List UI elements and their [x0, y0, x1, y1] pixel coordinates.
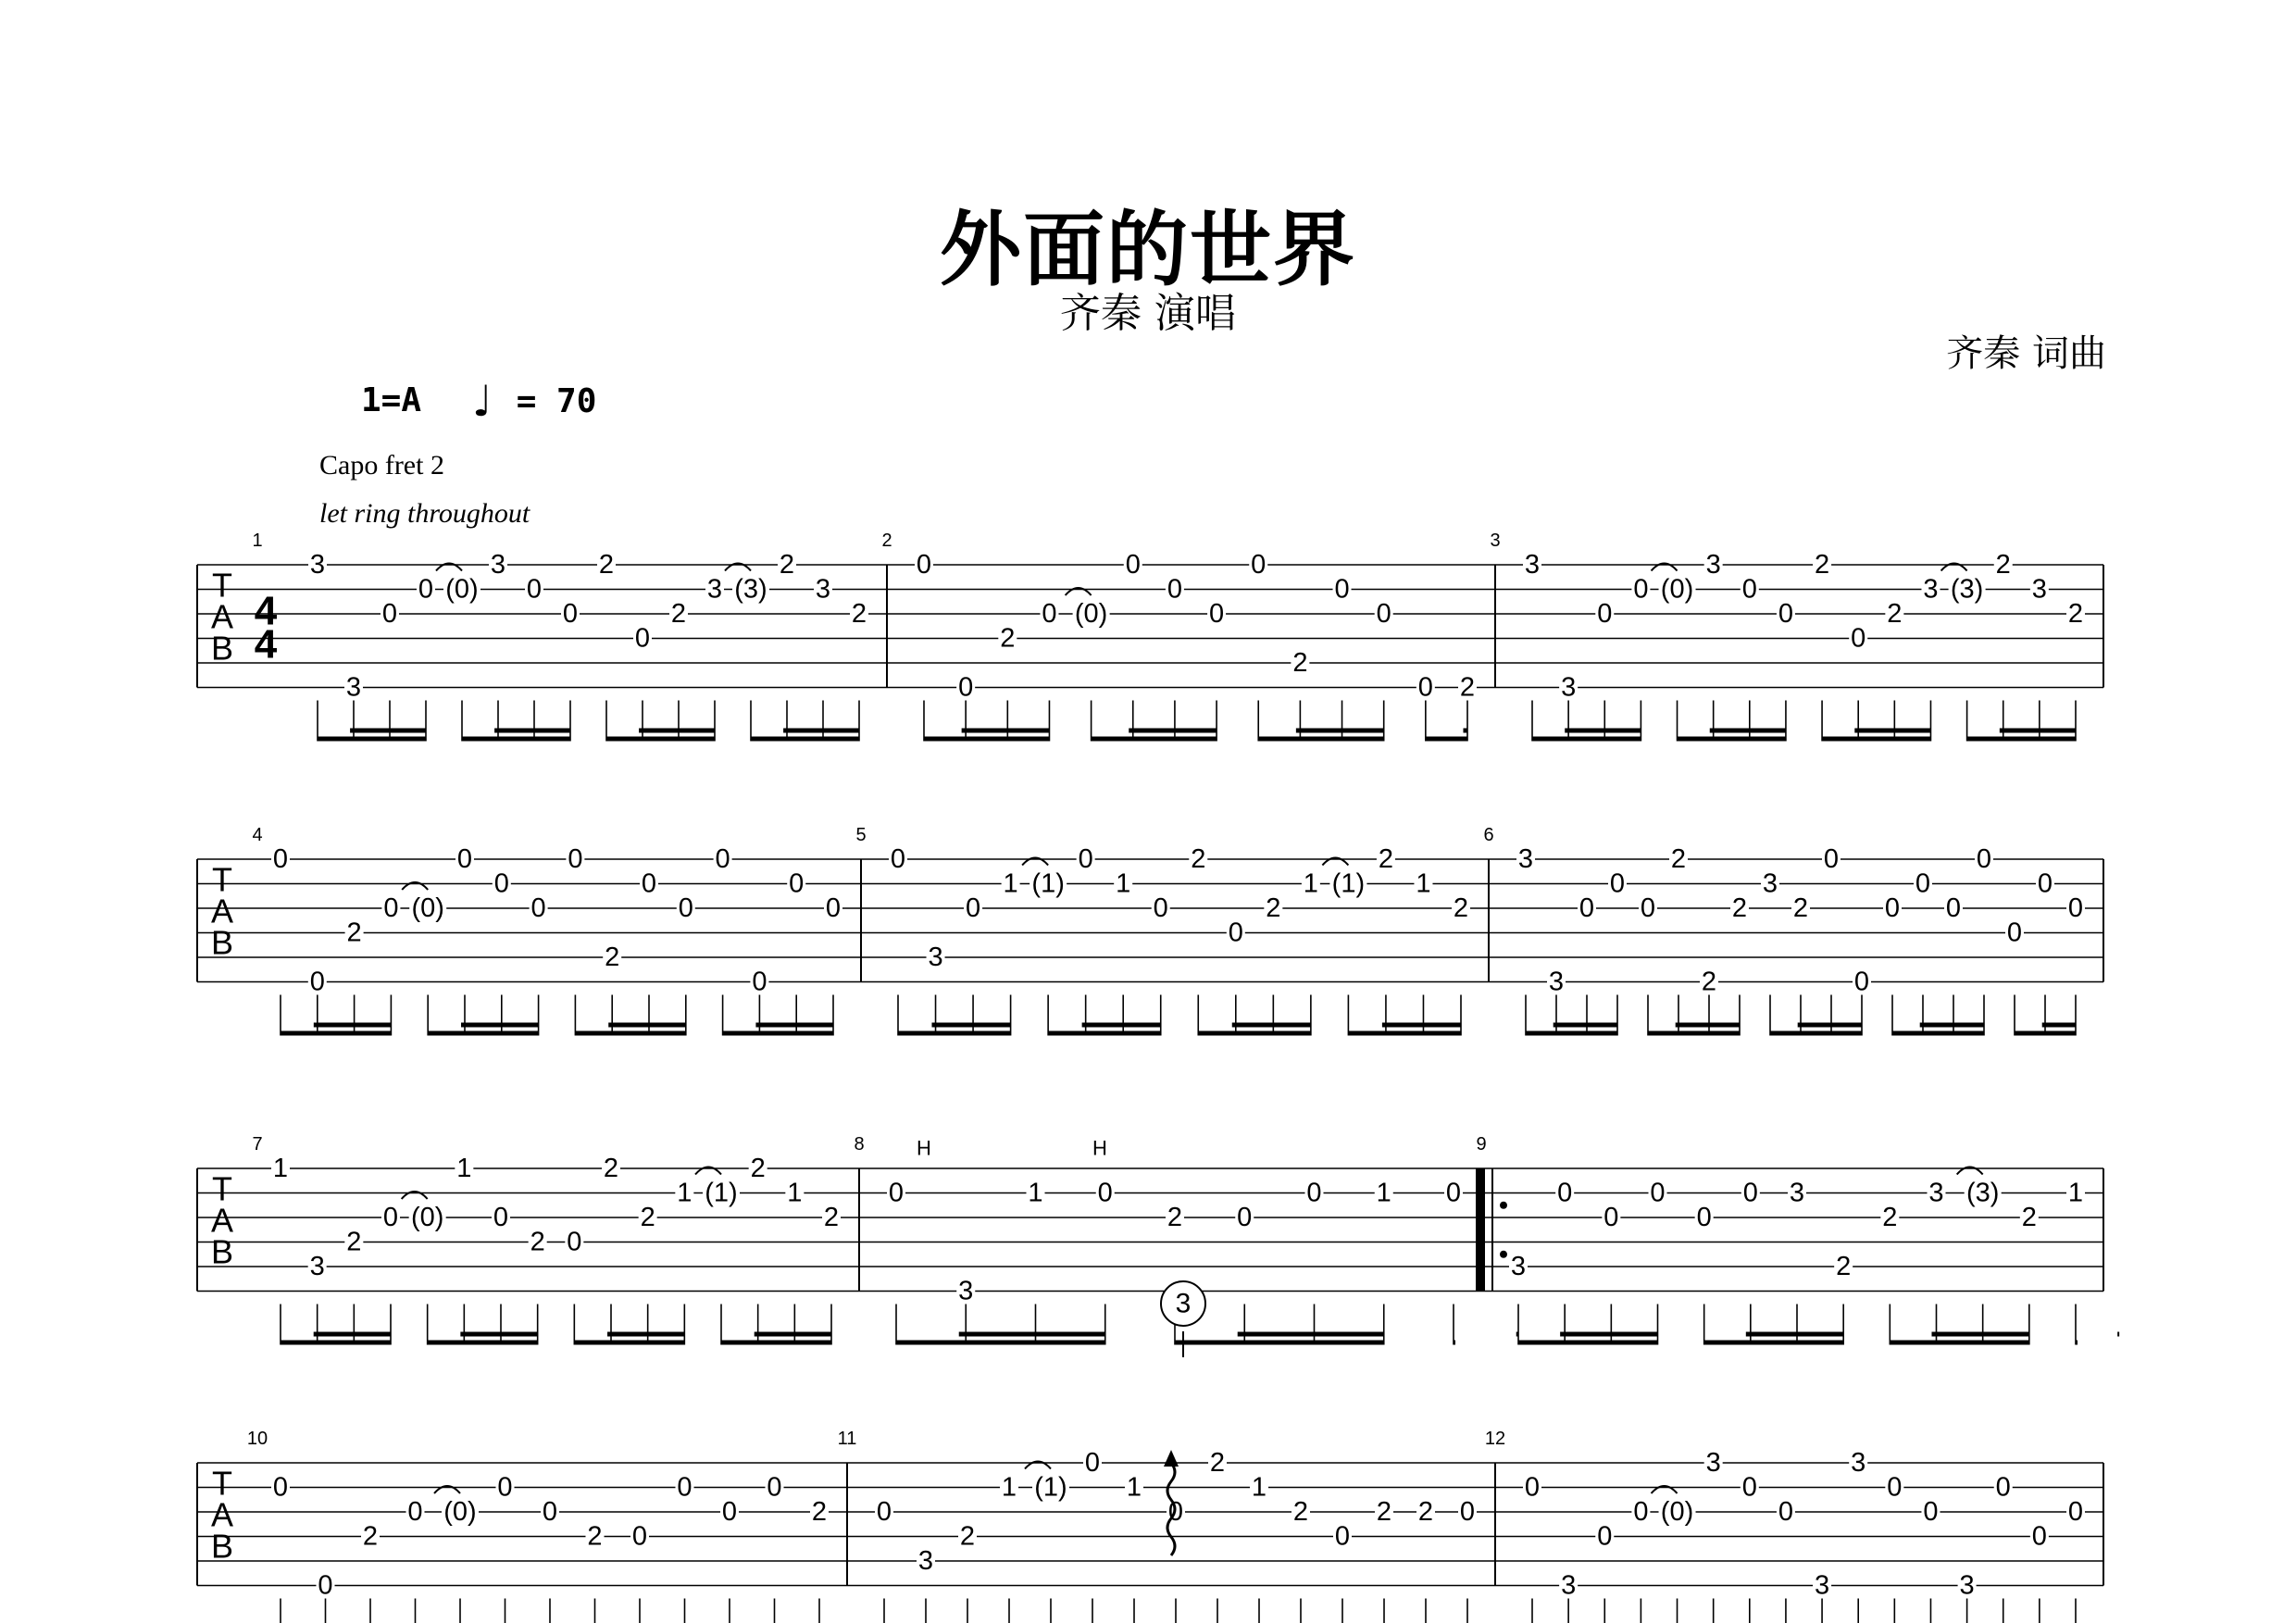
fret-number: 0 — [1884, 893, 1901, 923]
fret-number: 1 — [1003, 868, 1018, 899]
fret-number: (0) — [443, 1497, 477, 1527]
fret-number: 0 — [916, 550, 932, 580]
fret-number: 3 — [1959, 1570, 1975, 1601]
fret-number: 2 — [1000, 623, 1016, 654]
beam-eighth — [1892, 1031, 1984, 1036]
fret-number: 0 — [1640, 893, 1656, 923]
fret-number: 0 — [1334, 1521, 1351, 1552]
fret-number: 0 — [1334, 574, 1350, 605]
capo-instruction: Capo fret 2 — [319, 450, 444, 481]
fret-number: 2 — [346, 918, 362, 948]
fret-number: 0 — [1557, 1178, 1573, 1208]
fret-number: 0 — [497, 1472, 513, 1503]
fret-number: 3 — [928, 943, 943, 972]
fret-number: 2 — [1887, 599, 1903, 629]
beam-sixteenth — [1560, 1332, 1657, 1337]
beam-sixteenth — [1710, 729, 1786, 733]
beam-sixteenth — [494, 729, 570, 733]
fret-number: 0 — [677, 1472, 693, 1503]
fret-number: 0 — [1851, 623, 1866, 654]
measure-number: 5 — [855, 825, 867, 845]
fret-number: 0 — [2031, 1521, 2047, 1552]
fret-number: 3 — [1548, 967, 1565, 997]
beam-sixteenth — [314, 1332, 391, 1337]
fret-number: 0 — [1742, 1178, 1758, 1208]
fret-number: 2 — [1167, 1203, 1183, 1232]
fret-number: 2 — [640, 1203, 655, 1232]
tab-clef-letter: A — [210, 1201, 234, 1240]
fret-number: 0 — [715, 844, 730, 874]
fret-number: 0 — [789, 868, 805, 899]
fret-number: 0 — [1167, 574, 1182, 605]
beam-sixteenth — [2042, 1023, 2076, 1028]
fret-number: 0 — [1209, 599, 1225, 629]
fret-number: 2 — [530, 1227, 545, 1257]
fret-number: 0 — [1459, 1497, 1476, 1527]
fret-number: 0 — [526, 574, 543, 605]
fret-number: (3) — [734, 574, 767, 605]
tab-clef-letter: T — [212, 1169, 232, 1208]
fret-number: 0 — [382, 1203, 399, 1232]
fret-number: 3 — [1705, 1448, 1721, 1478]
beam-sixteenth — [607, 1332, 684, 1337]
fret-number: 0 — [1376, 599, 1391, 629]
fret-number: 0 — [631, 1521, 648, 1552]
fret-number: 0 — [381, 599, 398, 629]
fret-number: 2 — [605, 943, 620, 972]
fret-number: 2 — [1792, 893, 1809, 923]
fret-number: 0 — [1097, 1178, 1113, 1208]
beam-sixteenth — [1554, 1023, 1617, 1028]
fret-number: 0 — [1125, 550, 1141, 580]
fret-number: 0 — [1633, 574, 1649, 605]
beam-eighth — [1518, 1341, 1658, 1345]
fret-number: 2 — [1814, 550, 1830, 580]
measure-number: 6 — [1483, 825, 1494, 845]
beam-sixteenth — [639, 729, 715, 733]
fret-number: 3 — [309, 550, 326, 580]
fret-number: 2 — [670, 599, 687, 629]
fret-number: 0 — [1923, 1497, 1939, 1527]
fret-number: 0 — [1042, 599, 1057, 629]
fret-number: 3 — [1561, 1570, 1577, 1601]
beam-eighth — [1175, 1341, 1384, 1345]
fret-number: 2 — [1731, 893, 1748, 923]
beam-sixteenth — [350, 729, 426, 733]
fret-number: 0 — [567, 1227, 582, 1257]
fret-number: 3 — [1789, 1178, 1805, 1208]
fret-number: 0 — [825, 893, 842, 923]
fret-number: 2 — [750, 1154, 766, 1183]
fret-number: (0) — [1660, 1497, 1694, 1527]
fret-number: 2 — [851, 599, 867, 629]
beam-sixteenth — [1082, 1023, 1161, 1028]
fret-number: 2 — [2067, 599, 2084, 629]
key-signature: 1=A — [361, 381, 422, 419]
fret-number: 1 — [1116, 868, 1131, 899]
beam-eighth — [462, 737, 570, 742]
fret-number: 3 — [345, 672, 362, 703]
beam-eighth — [924, 737, 1049, 742]
fret-number: 2 — [1266, 893, 1281, 923]
fret-number: 0 — [530, 893, 546, 923]
beam-eighth — [428, 1341, 538, 1345]
beam-eighth — [1678, 737, 1786, 742]
fret-number: (3) — [1950, 574, 1984, 605]
fret-number: 2 — [1378, 844, 1394, 874]
fret-number: 0 — [876, 1497, 892, 1527]
measure-number: 1 — [252, 531, 263, 551]
beam-sixteenth — [1232, 1023, 1311, 1028]
fret-number: 0 — [890, 844, 906, 874]
fret-number: 2 — [1459, 672, 1476, 703]
fret-number: 2 — [603, 1154, 619, 1183]
fret-number: 0 — [1597, 599, 1613, 629]
fret-number: 0 — [1084, 1448, 1101, 1478]
fret-number: 0 — [2006, 918, 2023, 948]
let-ring-instruction: let ring throughout — [319, 498, 530, 529]
fret-number: 3 — [706, 574, 723, 605]
beam-eighth — [2076, 1341, 2078, 1345]
beam-eighth — [1648, 1031, 1740, 1036]
fret-number: 0 — [1237, 1203, 1253, 1232]
measure-number: 10 — [246, 1429, 268, 1449]
fret-number: 0 — [641, 868, 657, 899]
beam-eighth — [1198, 1031, 1311, 1036]
fret-number: 1 — [1416, 868, 1431, 899]
fret-number: 0 — [309, 967, 325, 997]
beam-eighth — [1704, 1341, 1844, 1345]
fret-number: 2 — [1209, 1448, 1226, 1478]
fret-number: 3 — [1524, 550, 1541, 580]
fret-number: 0 — [721, 1497, 738, 1527]
hammer-on-label: H — [917, 1136, 931, 1160]
beam-eighth — [1532, 737, 1641, 742]
beam-sixteenth — [931, 1023, 1010, 1028]
tab-clef-letter: A — [210, 597, 234, 636]
beam-sixteenth — [2117, 1332, 2119, 1337]
string-circle-number: 3 — [1175, 1288, 1192, 1319]
beam-eighth — [1258, 737, 1383, 742]
fret-number: 1 — [456, 1154, 472, 1183]
tab-clef-letter: A — [210, 892, 234, 930]
tab-clef-letter: B — [210, 1232, 234, 1271]
beam-eighth — [1048, 1031, 1161, 1036]
measure-number: 9 — [1476, 1134, 1487, 1155]
fret-number: 0 — [965, 893, 981, 923]
fret-number: 0 — [1995, 1472, 2011, 1503]
fret-number: 0 — [568, 844, 583, 874]
fret-number: 0 — [318, 1570, 333, 1601]
fret-number: 2 — [1376, 1497, 1392, 1527]
tab-clef-letter: B — [210, 1527, 234, 1566]
beam-sixteenth — [959, 1332, 1105, 1337]
fret-number: 0 — [407, 1497, 423, 1527]
fret-number: 0 — [1609, 868, 1626, 899]
beam-sixteenth — [1854, 729, 1930, 733]
fret-number: 0 — [1741, 574, 1757, 605]
fret-number: 2 — [1995, 550, 2011, 580]
fret-number: 0 — [493, 868, 509, 899]
fret-number: 3 — [2031, 574, 2047, 605]
fret-number: 0 — [1778, 1497, 1794, 1527]
fret-number: (1) — [1034, 1472, 1067, 1503]
singer-credit: 齐秦 演唱 — [1060, 290, 1236, 337]
fret-number: 0 — [1251, 550, 1267, 580]
fret-number: (0) — [410, 1203, 444, 1232]
measure-number: 3 — [1490, 531, 1501, 551]
fret-number: 0 — [1228, 918, 1243, 948]
fret-number: 0 — [752, 967, 767, 997]
fret-number: 0 — [1650, 1178, 1666, 1208]
beam-sixteenth — [1676, 1023, 1740, 1028]
beam-sixteenth — [755, 1023, 833, 1028]
fret-number: 2 — [1701, 967, 1717, 997]
time-signature-top: 4 — [254, 588, 278, 634]
fret-number: (0) — [411, 893, 444, 923]
fret-number: 0 — [1976, 844, 1992, 874]
fret-number: 1 — [1001, 1472, 1017, 1503]
fret-number: 2 — [362, 1521, 379, 1552]
beam-eighth — [2015, 1031, 2076, 1036]
fret-number: 3 — [815, 574, 831, 605]
fret-number: 1 — [787, 1178, 803, 1208]
fret-number: 2 — [587, 1521, 603, 1552]
fret-number: 2 — [1670, 844, 1687, 874]
fret-number: 3 — [1762, 868, 1778, 899]
fret-number: 0 — [2067, 1497, 2084, 1527]
fret-number: 0 — [767, 1472, 782, 1503]
beam-sixteenth — [1565, 729, 1641, 733]
beam-eighth — [1770, 1031, 1862, 1036]
fret-number: 0 — [888, 1178, 905, 1208]
fret-number: 0 — [1167, 1497, 1184, 1527]
beam-eighth — [606, 737, 715, 742]
beam-sixteenth — [1746, 1332, 1843, 1337]
fret-number: 0 — [1741, 1472, 1757, 1503]
fret-number: 0 — [1696, 1203, 1712, 1232]
beam-eighth — [896, 1341, 1105, 1345]
fret-number: 2 — [823, 1203, 840, 1232]
fret-number: 0 — [1915, 868, 1931, 899]
fret-number: 3 — [917, 1546, 934, 1576]
fret-number: 0 — [1578, 893, 1595, 923]
fret-number: 0 — [1078, 844, 1093, 874]
beam-eighth — [1822, 737, 1930, 742]
fret-number: 1 — [1376, 1178, 1391, 1208]
fret-number: 0 — [2037, 868, 2053, 899]
fret-number: 0 — [1853, 967, 1870, 997]
beam-sixteenth — [1798, 1023, 1862, 1028]
repeat-dot — [1500, 1251, 1507, 1258]
fret-number: 2 — [1191, 844, 1206, 874]
fret-number: 0 — [272, 1472, 289, 1503]
song-title: 外面的世界 — [939, 202, 1356, 297]
arpeggio-arrowhead — [1164, 1450, 1179, 1467]
beam-sixteenth — [1238, 1332, 1384, 1337]
beam-eighth — [428, 1031, 538, 1036]
fret-number: 3 — [1851, 1448, 1866, 1478]
beam-sixteenth — [1920, 1023, 1984, 1028]
fret-number: 0 — [1445, 1178, 1462, 1208]
fret-number: 2 — [1292, 1497, 1309, 1527]
beam-sixteenth — [314, 1023, 392, 1028]
beam-sixteenth — [460, 1332, 537, 1337]
fret-number: 1 — [272, 1154, 289, 1183]
fret-number: 2 — [1292, 648, 1308, 678]
fret-number: 2 — [346, 1227, 362, 1257]
fret-number: 0 — [1945, 893, 1962, 923]
fret-number: 1 — [1303, 868, 1318, 899]
beam-eighth — [575, 1031, 685, 1036]
fret-number: 1 — [2067, 1178, 2084, 1208]
beam-eighth — [1967, 737, 2076, 742]
beam-sixteenth — [1931, 1332, 2028, 1337]
fret-number: (1) — [1031, 868, 1065, 899]
fret-number: 0 — [456, 844, 473, 874]
fret-number: 0 — [493, 1203, 509, 1232]
repeat-dot — [1500, 1202, 1507, 1209]
fret-number: 0 — [634, 623, 651, 654]
fret-number: 0 — [1778, 599, 1794, 629]
fret-number: 3 — [1814, 1570, 1830, 1601]
beam-eighth — [723, 1031, 833, 1036]
fret-number: 0 — [542, 1497, 558, 1527]
beam-eighth — [318, 737, 426, 742]
fret-number: 2 — [2021, 1203, 2037, 1232]
beam-eighth — [751, 737, 859, 742]
fret-number: 0 — [1417, 672, 1433, 703]
tab-clef-letter: T — [212, 566, 232, 605]
beam-eighth — [898, 1031, 1011, 1036]
fret-number: 3 — [1923, 574, 1939, 605]
measure-number: 12 — [1484, 1429, 1506, 1449]
beam-sixteenth — [1382, 1023, 1461, 1028]
tab-clef-letter: T — [212, 1464, 232, 1503]
fret-number: 3 — [309, 1252, 325, 1281]
fret-number: 0 — [1524, 1472, 1541, 1503]
measure-number: 11 — [837, 1429, 857, 1449]
fret-number: 0 — [958, 672, 974, 703]
fret-number: 2 — [598, 550, 615, 580]
measure-number: 2 — [881, 531, 892, 551]
fret-number: 0 — [1306, 1178, 1322, 1208]
beam-sixteenth — [2000, 729, 2076, 733]
measure-number: 4 — [252, 825, 263, 845]
beam-eighth — [1890, 1341, 2029, 1345]
fret-number: 0 — [418, 574, 434, 605]
fret-number: 2 — [1417, 1497, 1434, 1527]
quarter-note-icon: ♩ — [472, 376, 493, 426]
fret-number: 2 — [779, 550, 795, 580]
fret-number: 0 — [383, 893, 399, 923]
fret-number: 2 — [959, 1521, 976, 1552]
fret-number: 0 — [678, 893, 693, 923]
beam-sixteenth — [461, 1023, 539, 1028]
fret-number: 3 — [1561, 672, 1577, 703]
beam-sixteenth — [608, 1023, 686, 1028]
fret-number: 2 — [1836, 1252, 1852, 1281]
fret-number: 3 — [1517, 844, 1534, 874]
fret-number: 0 — [1153, 893, 1168, 923]
tempo-value: = 70 — [516, 381, 597, 420]
tab-clef-letter: B — [210, 629, 234, 668]
beam-sixteenth — [783, 729, 859, 733]
fret-number: 2 — [1882, 1203, 1898, 1232]
beam-eighth — [1348, 1031, 1461, 1036]
fret-number: (0) — [1660, 574, 1694, 605]
fret-number: 1 — [1126, 1472, 1142, 1503]
fret-number: 0 — [1887, 1472, 1903, 1503]
beam-sixteenth — [1463, 729, 1467, 733]
fret-number: 0 — [2067, 893, 2084, 923]
repeat-start-barline — [1476, 1168, 1485, 1292]
beam-sixteenth — [962, 729, 1050, 733]
beam-eighth — [1092, 737, 1217, 742]
fret-number: (1) — [1331, 868, 1366, 899]
fret-number: 2 — [1453, 893, 1469, 923]
fret-number: (0) — [445, 574, 479, 605]
beam-eighth — [281, 1031, 391, 1036]
fret-number: 3 — [490, 550, 506, 580]
beam-eighth — [1526, 1031, 1617, 1036]
beam-eighth — [1426, 737, 1467, 742]
time-signature-bottom: 4 — [254, 621, 278, 668]
fret-number: 3 — [1928, 1178, 1944, 1208]
fret-number: 0 — [1603, 1203, 1619, 1232]
beam-eighth — [1454, 1341, 1455, 1345]
fret-number: 0 — [1597, 1521, 1613, 1552]
beam-sixteenth — [755, 1332, 831, 1337]
beam-eighth — [721, 1341, 831, 1345]
fret-number: (0) — [1074, 599, 1108, 629]
tab-clef-letter: A — [210, 1495, 234, 1534]
fret-number: 0 — [272, 844, 289, 874]
fret-number: 1 — [1028, 1178, 1043, 1208]
fret-number: 3 — [1510, 1252, 1527, 1281]
fret-number: 0 — [562, 599, 579, 629]
fret-number: 1 — [677, 1178, 693, 1208]
fret-number: 3 — [958, 1276, 974, 1306]
composer-credit: 齐秦 词曲 — [1946, 332, 2106, 375]
fret-number: 0 — [1633, 1497, 1649, 1527]
fret-number: 2 — [811, 1497, 828, 1527]
tab-clef-letter: B — [210, 923, 234, 962]
measure-number: 8 — [854, 1134, 865, 1155]
fret-number: 3 — [1705, 550, 1721, 580]
tab-clef-letter: T — [212, 860, 232, 899]
fret-number: (1) — [705, 1178, 738, 1208]
fret-number: 1 — [1251, 1472, 1267, 1503]
fret-number: 0 — [1823, 844, 1840, 874]
hammer-on-label: H — [1092, 1136, 1107, 1160]
beam-sixteenth — [1296, 729, 1384, 733]
beam-eighth — [574, 1341, 684, 1345]
fret-number: (3) — [1965, 1178, 2000, 1208]
beam-sixteenth — [1129, 729, 1217, 733]
beam-eighth — [281, 1341, 391, 1345]
measure-number: 7 — [252, 1134, 263, 1155]
